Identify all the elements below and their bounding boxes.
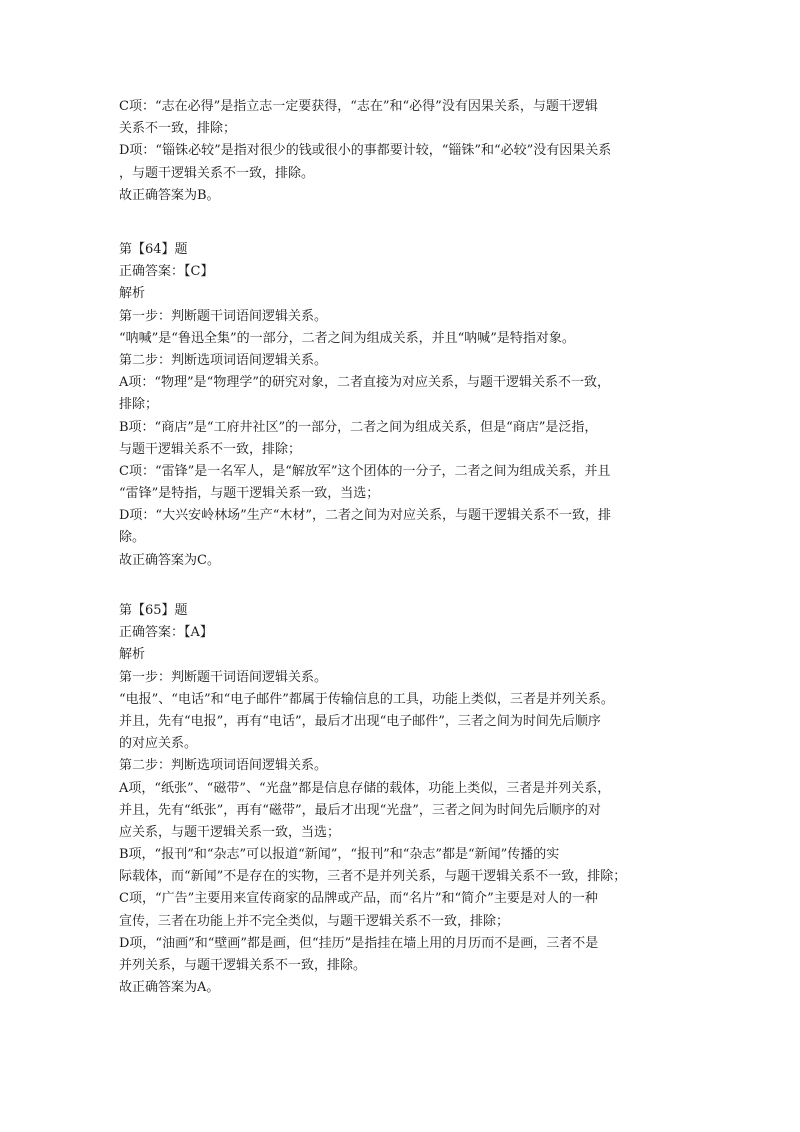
step-two-heading: 第二步：判断选项词语间逻辑关系。 — [119, 758, 328, 774]
option-b-text: B项：“商店”是“工府井社区”的一部分，二者之间为组成关系，但是“商店”是泛指， — [119, 419, 598, 435]
option-d-text-cont: 并列关系，与题干逻辑关系不一致，排除。 — [119, 958, 367, 973]
step-one-heading: 第一步：判断题干词语间逻辑关系。 — [119, 669, 328, 685]
question-title: 第【64】题 — [119, 242, 188, 257]
conclusion-text: 故正确答案为C。 — [119, 552, 220, 568]
option-d-text-cont: ，与题干逻辑关系不一致，排除。 — [119, 165, 315, 181]
option-c-text-cont: 宣传，三者在功能上并不完全类似，与题干逻辑关系不一致，排除； — [119, 913, 510, 929]
conclusion-text: 故正确答案为B。 — [119, 187, 220, 203]
step-one-text: “呐喊”是“鲁迅全集”的一部分，二者之间为组成关系，并且“呐喊”是特指对象。 — [119, 330, 575, 346]
option-d-text-cont: 除。 — [119, 530, 146, 546]
correct-answer: 正确答案：【C】 — [119, 264, 214, 280]
option-d-text: D项，“油画”和“壁画”都是画，但“挂历”是指挂在墙上用的月历而不是画，三者不是 — [119, 935, 599, 951]
question-65-section — [119, 600, 689, 999]
option-c-text: C项：“志在必得”是指立志一定要获得，“志在”和“必得”没有因果关系，与题干逻辑 — [119, 99, 598, 114]
previous-question-explanation — [119, 96, 689, 207]
step-two-heading: 第二步：判断选项词语间逻辑关系。 — [119, 352, 328, 368]
option-d-text: D项：“大兴安岭林场”生产“木材”，二者之间为对应关系，与题干逻辑关系不一致，排 — [119, 508, 612, 524]
option-b-text: B项，“报刊”和“杂志”可以报道“新闻”，“报刊”和“杂志”都是“新闻”传播的实 — [119, 847, 560, 863]
step-one-text: “电报”、“电话”和“电子邮件”都属于传输信息的工具，功能上类似，三者是并列关系。 — [119, 691, 614, 707]
option-d-text: D项：“锱铢必较”是指对很少的钱或很小的事都要计较，“锱铢”和“必较”没有因果关系 — [119, 143, 612, 159]
step-one-text-cont: 的对应关系。 — [119, 736, 198, 752]
correct-answer: 正确答案：【A】 — [119, 625, 213, 641]
conclusion-text: 故正确答案为A。 — [119, 980, 220, 996]
step-one-text-cont: 并且，先有“电报”，再有“电话”，最后才出现“电子邮件”，三者之间为时间先后顺序 — [119, 713, 601, 729]
step-one-heading: 第一步：判断题干词语间逻辑关系。 — [119, 308, 328, 324]
option-c-text-cont: “雷锋”是特指，与题干逻辑关系一致，当选； — [119, 486, 380, 502]
question-title: 第【65】题 — [119, 603, 188, 618]
option-b-text-cont: 与题干逻辑关系不一致，排除； — [119, 441, 302, 457]
question-64-section — [119, 239, 689, 572]
option-a-text-cont: 并且，先有“纸张”，再有“磁带”，最后才出现“光盘”，三者之间为时间先后顺序的对 — [119, 802, 601, 818]
analysis-heading: 解析 — [119, 647, 146, 663]
option-c-text: C项，“广告”主要用来宣传商家的品牌或产品，而“名片”和“简介”主要是对人的一种 — [119, 891, 598, 907]
option-a-text-cont: 应关系，与题干逻辑关系一致，当选； — [119, 824, 341, 840]
option-c-text-cont: 关系不一致，排除； — [119, 121, 237, 137]
option-c-text: C项：“雷锋”是一名军人，是“解放军”这个团体的一分子，二者之间为组成关系，并且 — [119, 463, 611, 479]
option-a-text-cont: 排除； — [119, 397, 159, 413]
option-a-text: A项，“纸张”、“磁带”、“光盘”都是信息存储的载体，功能上类似，三者是并列关系， — [119, 780, 611, 796]
option-a-text: A项：“物理”是“物理学”的研究对象，二者直接为对应关系，与题干逻辑关系不一致， — [119, 375, 610, 391]
option-b-text-cont: 际载体，而“新闻”不是存在的实物，三者不是并列关系，与题干逻辑关系不一致，排除； — [119, 869, 627, 885]
analysis-heading: 解析 — [119, 286, 146, 302]
